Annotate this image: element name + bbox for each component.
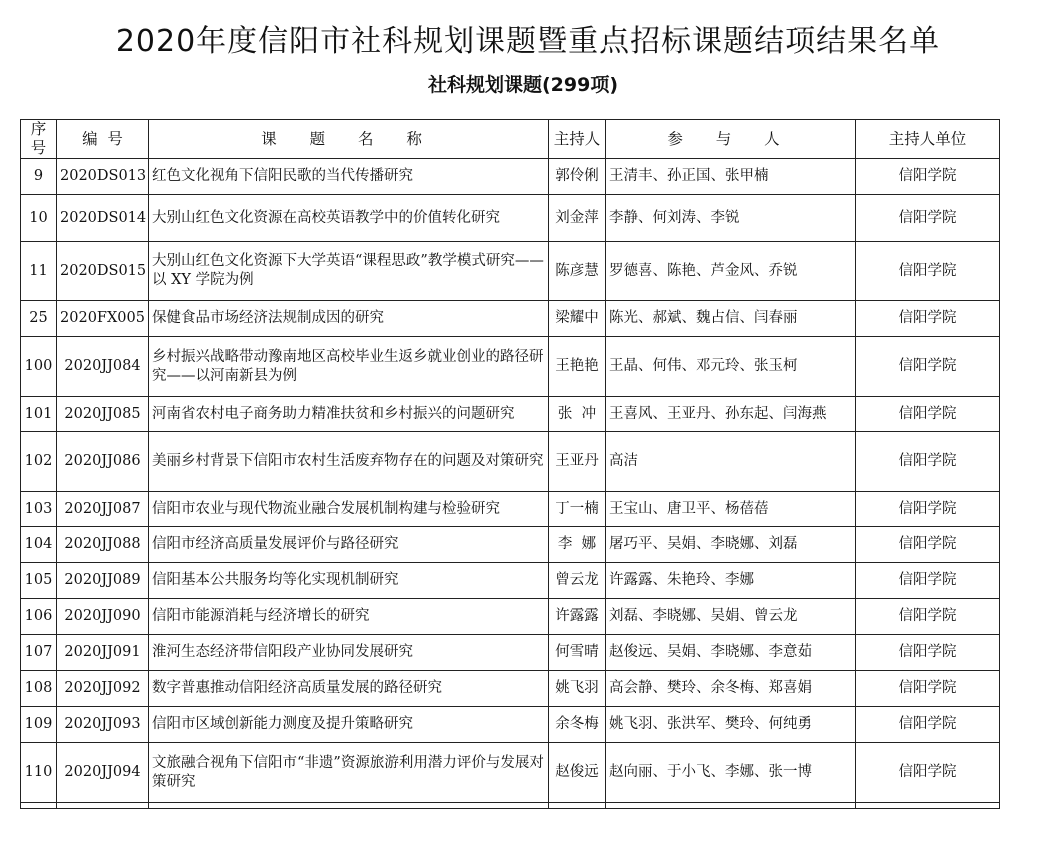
cell-unit: 信阳学院: [856, 707, 1000, 743]
cell-seq: 107: [21, 635, 57, 671]
cell-unit: 信阳学院: [856, 599, 1000, 635]
header-seq: 序号: [21, 120, 57, 159]
table-row: [21, 707, 1000, 743]
cell-seq: 109: [21, 707, 57, 743]
cell-name: 大别山红色文化资源在高校英语教学中的价值转化研究: [149, 195, 549, 242]
cell-participants: 王喜风、王亚丹、孙东起、闫海燕: [606, 397, 856, 432]
table-row: [21, 397, 1000, 432]
cell-host: 姚飞羽: [549, 671, 606, 707]
cell-code: 2020FX005: [57, 301, 149, 337]
cell-code: 2020DS013: [57, 159, 149, 195]
cell-name: 美丽乡村背景下信阳市农村生活废弃物存在的问题及对策研究: [149, 432, 549, 492]
cell-name: 信阳基本公共服务均等化实现机制研究: [149, 563, 549, 599]
cell-code: 2020JJ094: [57, 743, 149, 803]
cell-unit: 信阳学院: [856, 301, 1000, 337]
cell-host: 曾云龙: [549, 563, 606, 599]
cell-participants: 赵俊远、吴娟、李晓娜、李意茹: [606, 635, 856, 671]
cell-participants: 罗德喜、陈艳、芦金风、乔锐: [606, 242, 856, 301]
cell-unit: 信阳学院: [856, 195, 1000, 242]
cell-code: 2020JJ089: [57, 563, 149, 599]
table-row: [21, 432, 1000, 492]
cell-code: 2020JJ091: [57, 635, 149, 671]
table-row: [21, 527, 1000, 563]
table-row: [21, 337, 1000, 397]
cell-host: 刘金萍: [549, 195, 606, 242]
cell-host: 张 冲: [549, 397, 606, 432]
cell-unit: 信阳学院: [856, 159, 1000, 195]
cell-participants: 刘磊、李晓娜、吴娟、曾云龙: [606, 599, 856, 635]
cell-seq: 11: [21, 242, 57, 301]
cell-host: 赵俊远: [549, 743, 606, 803]
cell-seq: 105: [21, 563, 57, 599]
cell-host: 李 娜: [549, 527, 606, 563]
cell-name: 大别山红色文化资源下大学英语“课程思政”教学模式研究——以 XY 学院为例: [149, 242, 549, 301]
cell-code: 2020JJ084: [57, 337, 149, 397]
cell-unit: 信阳学院: [856, 337, 1000, 397]
cell-name: 保健食品市场经济法规制成因的研究: [149, 301, 549, 337]
header-name: 课 题 名 称: [149, 120, 549, 159]
cell-code: 2020JJ093: [57, 707, 149, 743]
document-title: 2020年度信阳市社科规划课题暨重点招标课题结项结果名单: [115, 24, 941, 59]
cell-unit: 信阳学院: [856, 743, 1000, 803]
cell-name: 文旅融合视角下信阳市“非遗”资源旅游利用潜力评价与发展对策研究: [149, 743, 549, 803]
cell-unit: 信阳学院: [856, 242, 1000, 301]
cell-unit: 信阳学院: [856, 635, 1000, 671]
cell-unit: 信阳学院: [856, 432, 1000, 492]
table-row: [21, 301, 1000, 337]
cell-empty: [549, 803, 606, 809]
cell-unit: 信阳学院: [856, 671, 1000, 707]
cell-name: 信阳市经济高质量发展评价与路径研究: [149, 527, 549, 563]
cell-host: 梁耀中: [549, 301, 606, 337]
cell-unit: 信阳学院: [856, 527, 1000, 563]
cell-name: 信阳市区域创新能力测度及提升策略研究: [149, 707, 549, 743]
table-row-partial: [21, 803, 1000, 809]
cell-host: 许露露: [549, 599, 606, 635]
table-row: [21, 195, 1000, 242]
cell-unit: 信阳学院: [856, 563, 1000, 599]
cell-empty: [856, 803, 1000, 809]
header-host: 主持人: [549, 120, 606, 159]
cell-participants: 屠巧平、吴娟、李晓娜、刘磊: [606, 527, 856, 563]
table-row: [21, 159, 1000, 195]
cell-host: 王艳艳: [549, 337, 606, 397]
cell-empty: [606, 803, 856, 809]
cell-seq: 104: [21, 527, 57, 563]
cell-name: 数字普惠推动信阳经济高质量发展的路径研究: [149, 671, 549, 707]
header-participants: 参 与 人: [606, 120, 856, 159]
table-row: [21, 635, 1000, 671]
cell-seq: 10: [21, 195, 57, 242]
table-row: [21, 743, 1000, 803]
cell-seq: 106: [21, 599, 57, 635]
cell-participants: 陈光、郝斌、魏占信、闫春丽: [606, 301, 856, 337]
cell-seq: 102: [21, 432, 57, 492]
cell-seq: 101: [21, 397, 57, 432]
cell-unit: 信阳学院: [856, 492, 1000, 527]
cell-seq: 25: [21, 301, 57, 337]
cell-name: 信阳市农业与现代物流业融合发展机制构建与检验研究: [149, 492, 549, 527]
table-row: [21, 492, 1000, 527]
cell-participants: 李静、何刘涛、李锐: [606, 195, 856, 242]
cell-name: 红色文化视角下信阳民歌的当代传播研究: [149, 159, 549, 195]
header-code: 编 号: [57, 120, 149, 159]
cell-host: 何雪晴: [549, 635, 606, 671]
cell-code: 2020JJ088: [57, 527, 149, 563]
cell-seq: 108: [21, 671, 57, 707]
results-table: [20, 119, 1000, 809]
cell-code: 2020JJ087: [57, 492, 149, 527]
cell-participants: 高洁: [606, 432, 856, 492]
cell-name: 河南省农村电子商务助力精准扶贫和乡村振兴的问题研究: [149, 397, 549, 432]
cell-participants: 王宝山、唐卫平、杨蓓蓓: [606, 492, 856, 527]
cell-code: 2020JJ090: [57, 599, 149, 635]
cell-host: 王亚丹: [549, 432, 606, 492]
cell-seq: 100: [21, 337, 57, 397]
cell-name: 淮河生态经济带信阳段产业协同发展研究: [149, 635, 549, 671]
cell-participants: 赵向丽、于小飞、李娜、张一博: [606, 743, 856, 803]
header-unit: 主持人单位: [856, 120, 1000, 159]
cell-code: 2020JJ085: [57, 397, 149, 432]
table-row: [21, 671, 1000, 707]
cell-seq: 9: [21, 159, 57, 195]
table-row: [21, 599, 1000, 635]
cell-participants: 王晶、何伟、邓元玲、张玉柯: [606, 337, 856, 397]
cell-empty: [21, 803, 57, 809]
cell-unit: 信阳学院: [856, 397, 1000, 432]
table-row: [21, 242, 1000, 301]
cell-host: 丁一楠: [549, 492, 606, 527]
document-subtitle: 社科规划课题(299项): [427, 74, 619, 96]
cell-code: 2020DS015: [57, 242, 149, 301]
cell-code: 2020JJ092: [57, 671, 149, 707]
cell-participants: 高会静、樊玲、余冬梅、郑喜娟: [606, 671, 856, 707]
cell-name: 信阳市能源消耗与经济增长的研究: [149, 599, 549, 635]
cell-empty: [57, 803, 149, 809]
cell-name: 乡村振兴战略带动豫南地区高校毕业生返乡就业创业的路径研究——以河南新县为例: [149, 337, 549, 397]
cell-empty: [149, 803, 549, 809]
cell-seq: 103: [21, 492, 57, 527]
cell-participants: 许露露、朱艳玲、李娜: [606, 563, 856, 599]
cell-participants: 王清丰、孙正国、张甲楠: [606, 159, 856, 195]
cell-code: 2020DS014: [57, 195, 149, 242]
cell-seq: 110: [21, 743, 57, 803]
cell-host: 余冬梅: [549, 707, 606, 743]
cell-host: 陈彦慧: [549, 242, 606, 301]
table-row: [21, 563, 1000, 599]
cell-host: 郭伶俐: [549, 159, 606, 195]
cell-participants: 姚飞羽、张洪军、樊玲、何纯勇: [606, 707, 856, 743]
cell-code: 2020JJ086: [57, 432, 149, 492]
table-header-row: [21, 120, 1000, 159]
